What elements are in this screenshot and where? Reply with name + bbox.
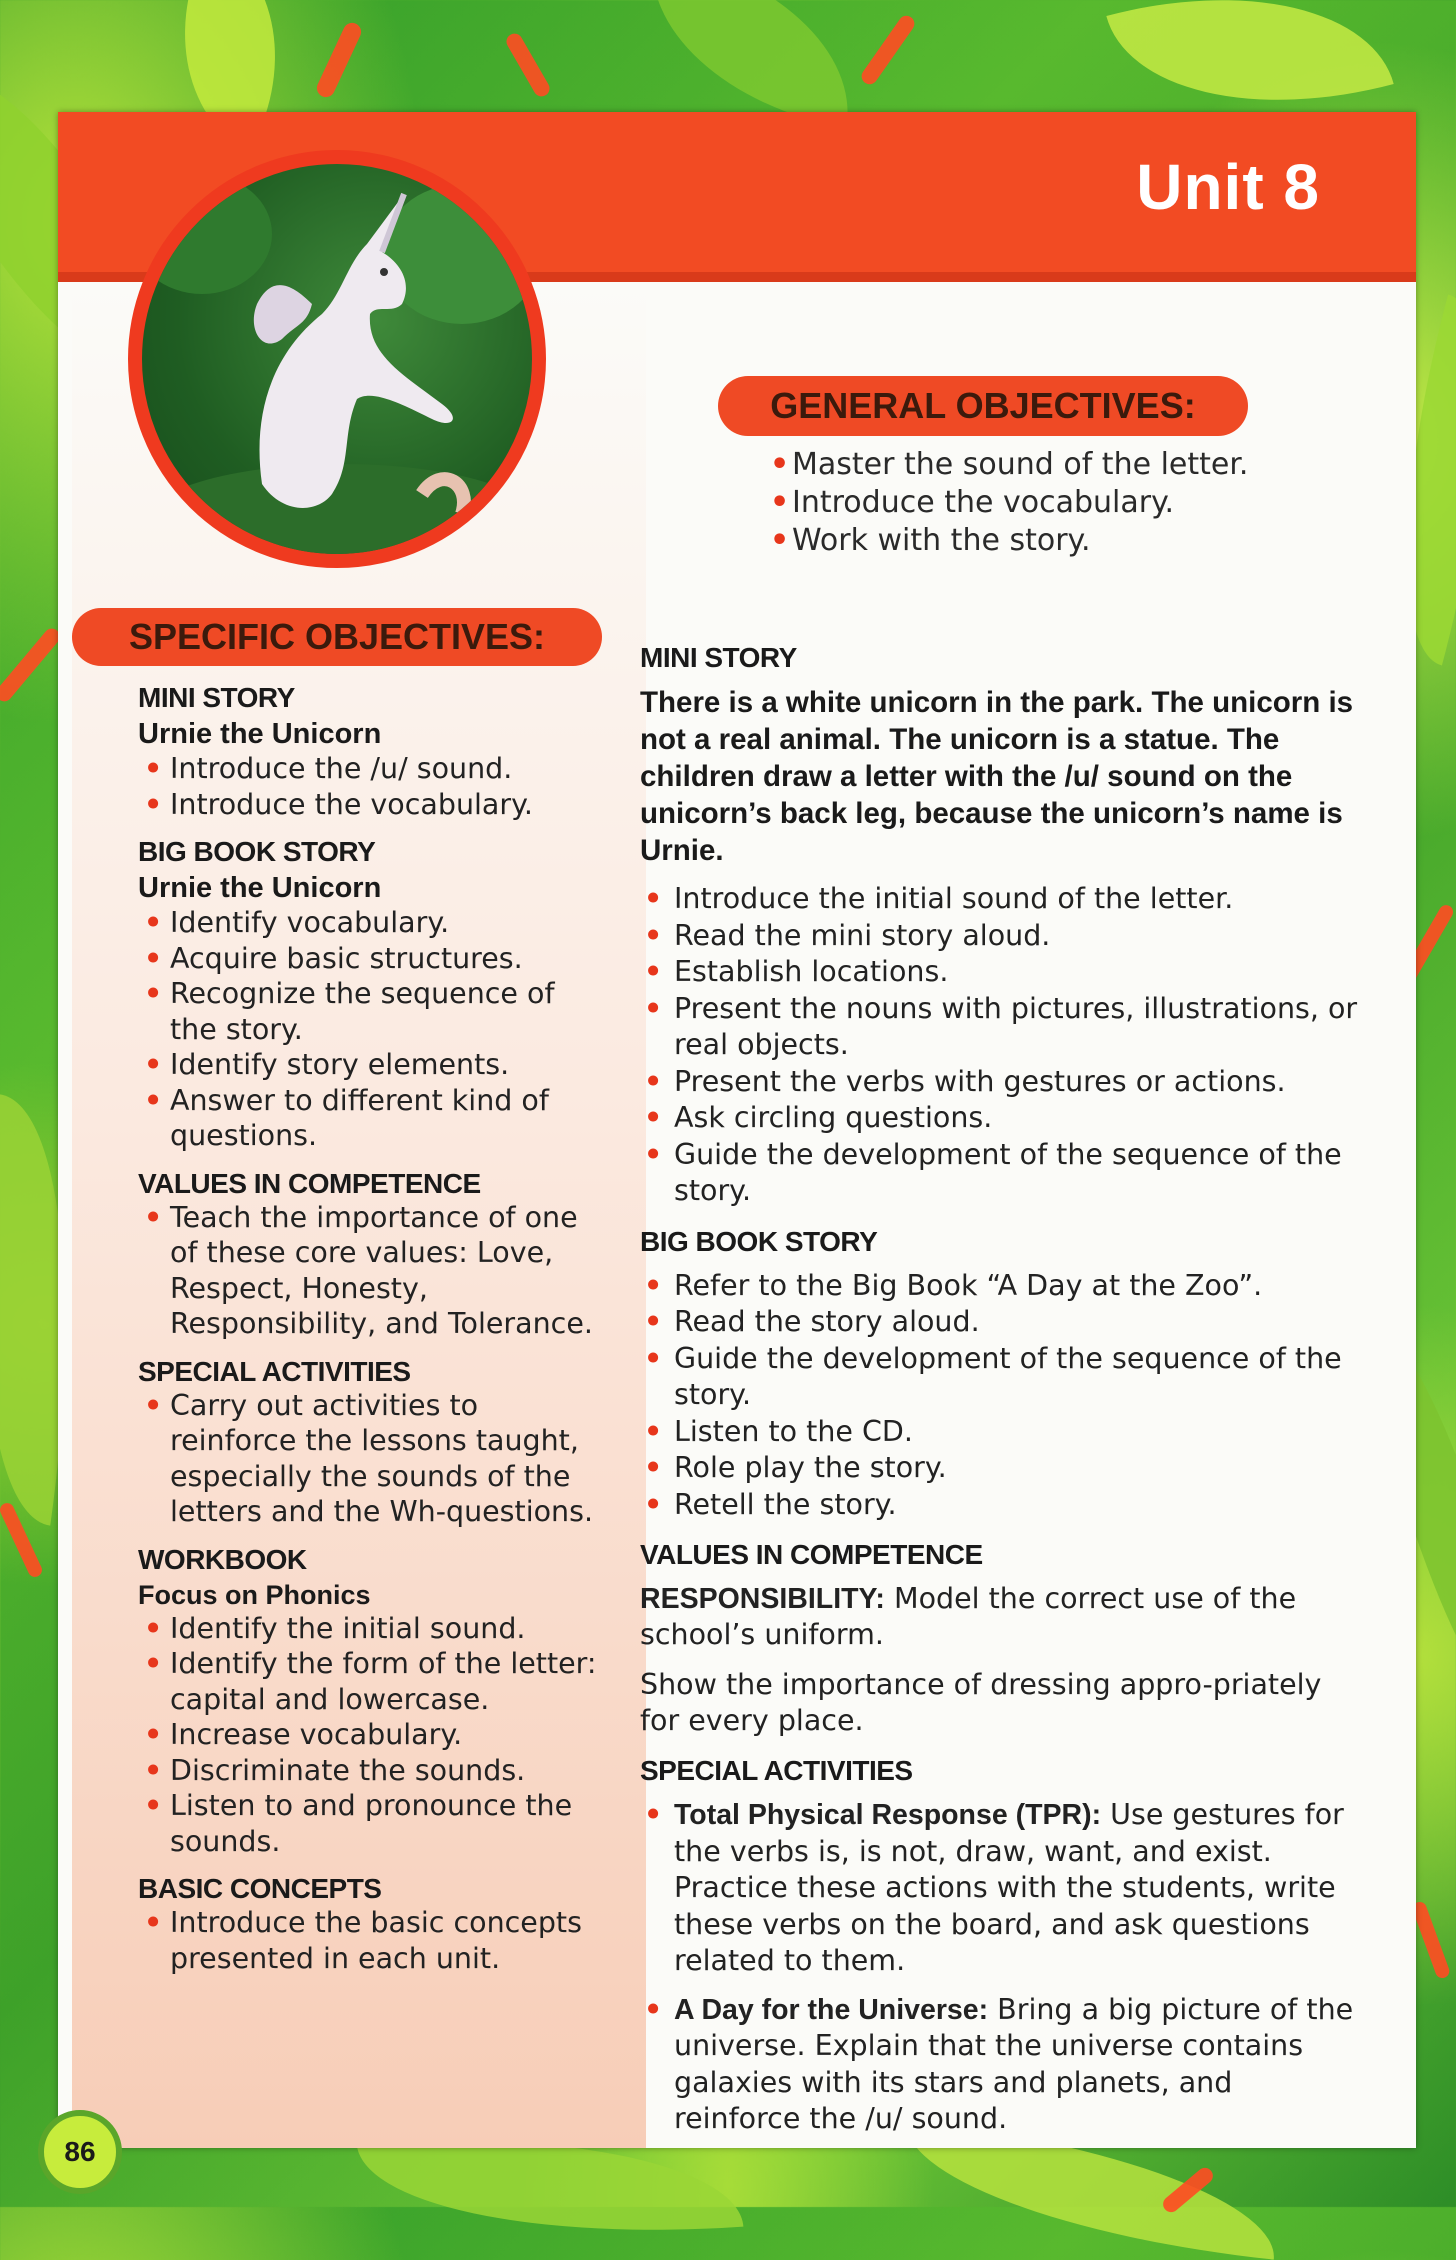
specific-objectives-title: SPECIFIC OBJECTIVES: <box>72 608 602 666</box>
list-item: • Introduce the vocabulary. <box>144 787 608 823</box>
list-item: • Present the verbs with gestures or actions. <box>644 1064 1360 1101</box>
list-item: • Introduce the basic concepts presented in each unit. <box>144 1905 608 1976</box>
mini-story-text: There is a white unicorn in the park. The unicorn is not a real animal. The unicorn is a statue. The children draw a letter with the /u/ sound on the unicorn’s back leg, because the unicorn’s name is Urnie. <box>640 686 1354 867</box>
dressing-paragraph: Show the importance of dressing appro-priately for every place. <box>640 1668 1322 1737</box>
specific-workbook <box>138 1544 608 1860</box>
section-subheading: Urnie the Unicorn <box>138 872 382 904</box>
list-item: • Increase vocabulary. <box>144 1717 608 1753</box>
specific-basic-concepts <box>138 1873 608 1976</box>
list-item: • Present the nouns with pictures, illustrations, or real objects. <box>644 991 1360 1064</box>
tpr-text: Use gestures for the verbs is, is not, draw, want, and exist. Practice these actions with the students, write these verbs on the board, and ask questions related to them. <box>674 1798 1344 1977</box>
list-item: • Recognize the sequence of the story. <box>144 976 608 1047</box>
page-number: 86 <box>38 2110 122 2194</box>
specific-objectives-column <box>138 682 608 1990</box>
list-item: • Carry out activities to reinforce the lessons taught, especially the sounds of the letters and the Wh-questions. <box>144 1388 608 1530</box>
section-heading: SPECIAL ACTIVITIES <box>640 1755 913 1786</box>
section-heading: VALUES IN COMPETENCE <box>640 1539 983 1570</box>
general-objectives-title: GENERAL OBJECTIVES: <box>718 376 1248 436</box>
list-item: • Identify story elements. <box>144 1047 608 1083</box>
specific-special-activities <box>138 1356 608 1530</box>
list-item: • Guide the development of the sequence of the story. <box>644 1137 1360 1210</box>
list-item: • Introduce the vocabulary. <box>770 484 1330 522</box>
list-item: • Acquire basic structures. <box>144 941 608 977</box>
mini-story-section <box>640 642 1360 1210</box>
section-heading: SPECIAL ACTIVITIES <box>138 1355 411 1387</box>
unicorn-image <box>128 150 546 568</box>
special-activities-section <box>640 1755 1360 2138</box>
specific-values <box>138 1168 608 1342</box>
section-heading: BASIC CONCEPTS <box>138 1873 382 1904</box>
list-item: • Guide the development of the sequence of the story. <box>644 1341 1360 1414</box>
list-item: • Refer to the Big Book “A Day at the Zoo”. <box>644 1268 1360 1305</box>
responsibility-paragraph <box>640 1581 1360 1653</box>
specific-big-book <box>138 836 608 1154</box>
list-item: • Master the sound of the letter. <box>770 446 1330 484</box>
section-heading: WORKBOOK <box>138 1543 307 1575</box>
list-item: • Answer to different kind of questions. <box>144 1083 608 1154</box>
list-item: • Read the mini story aloud. <box>644 918 1360 955</box>
section-heading: BIG BOOK STORY <box>640 1225 878 1257</box>
tpr-label: Total Physical Response (TPR): <box>674 1799 1102 1831</box>
list-item: • Introduce the /u/ sound. <box>144 751 608 787</box>
general-objectives-list <box>770 446 1330 560</box>
specific-mini-story <box>138 682 608 822</box>
unit-title: Unit 8 <box>1136 151 1320 223</box>
list-item: • Read the story aloud. <box>644 1304 1360 1341</box>
section-subheading: Focus on Phonics <box>138 1579 371 1610</box>
big-book-section <box>640 1226 1360 1524</box>
values-section <box>640 1539 1360 1739</box>
section-subheading: Urnie the Unicorn <box>138 718 382 750</box>
activities-column <box>640 642 1360 2154</box>
universe-text: Bring a big picture of the universe. Explain that the universe contains galaxies with its stars and planets, and reinforce the /u/ sound. <box>674 1992 1354 2135</box>
list-item: • Discriminate the sounds. <box>144 1753 608 1789</box>
list-item: • Listen to the CD. <box>644 1414 1360 1451</box>
list-item: • Introduce the initial sound of the letter. <box>644 881 1360 918</box>
list-item: • Establish locations. <box>644 954 1360 991</box>
section-heading: BIG BOOK STORY <box>138 836 376 867</box>
section-heading: MINI STORY <box>640 642 797 673</box>
list-item: • Ask circling questions. <box>644 1100 1360 1137</box>
universe-label: A Day for the Universe: <box>674 1993 989 2026</box>
section-heading: VALUES IN COMPETENCE <box>138 1167 481 1199</box>
list-item: • Listen to and pronounce the sounds. <box>144 1788 608 1859</box>
list-item: • Identify vocabulary. <box>144 905 608 941</box>
list-item: • Role play the story. <box>644 1450 1360 1487</box>
list-item: • Identify the initial sound. <box>144 1611 608 1647</box>
responsibility-label: RESPONSIBILITY: <box>640 1583 885 1615</box>
list-item: • Teach the importance of one of these core values: Love, Respect, Honesty, Responsibility, and Tolerance. <box>144 1200 608 1342</box>
list-item <box>644 1797 1360 1980</box>
page-sheet <box>58 112 1416 2148</box>
list-item: • Identify the form of the letter: capital and lowercase. <box>144 1646 608 1717</box>
list-item: • Work with the story. <box>770 522 1330 560</box>
list-item <box>644 1992 1360 2138</box>
list-item: • Retell the story. <box>644 1487 1360 1524</box>
responsibility-text: Model the correct use of the school’s uniform. <box>640 1582 1297 1651</box>
section-heading: MINI STORY <box>138 682 295 713</box>
